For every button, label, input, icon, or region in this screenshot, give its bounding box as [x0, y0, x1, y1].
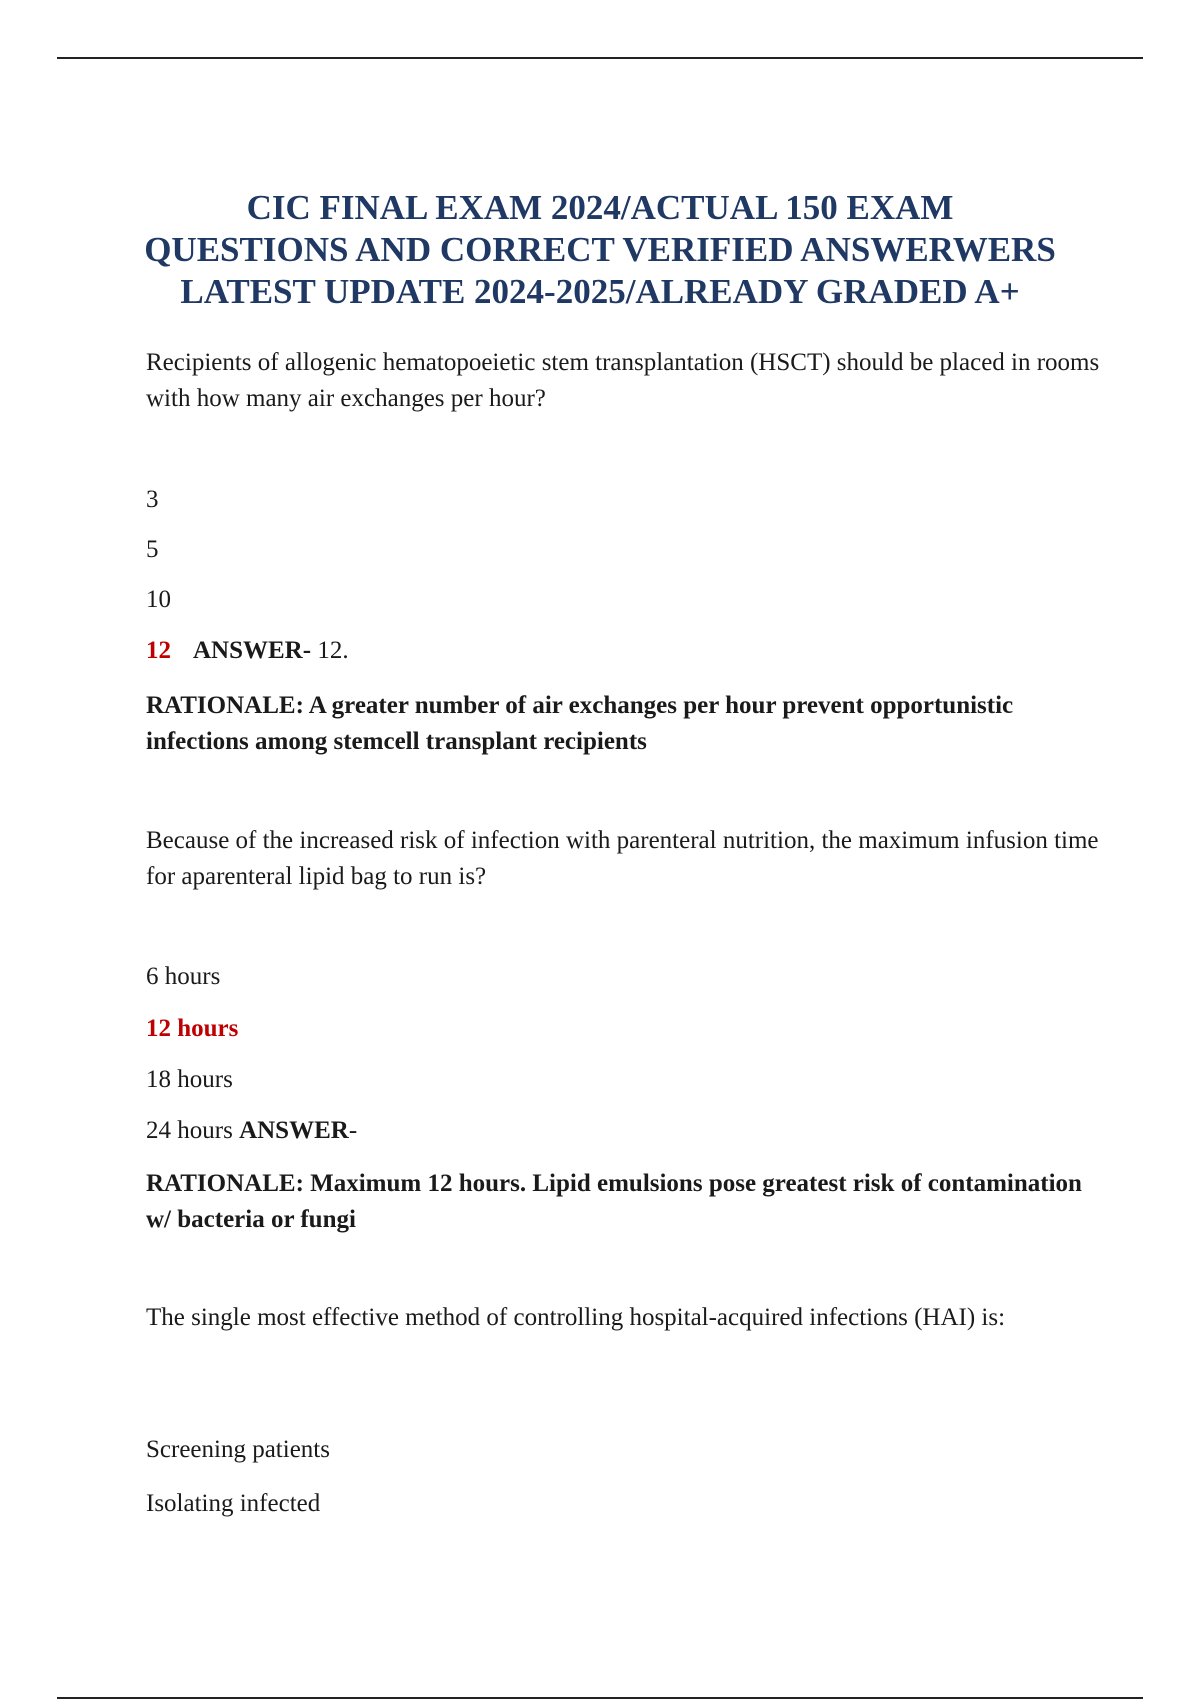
document-title	[57, 187, 1143, 313]
question-1-correct-option: 12	[146, 637, 171, 664]
title-line-2: QUESTIONS AND CORRECT VERIFIED ANSWERWERS	[144, 230, 1056, 269]
question-2-rationale-label: RATIONALE	[146, 1170, 296, 1197]
question-3-text: The single most effective method of controlling hospital-acquired infections (HAI) is:	[146, 1304, 1006, 1331]
question-1-rationale-text: : A greater number of air exchanges per hour prevent opportunistic infections among stemcell transplant recipients	[146, 692, 1014, 755]
question-2-option-c: 18 hours	[146, 1066, 233, 1093]
question-2-text: Because of the increased risk of infection with parenteral nutrition, the maximum infusion time for aparenteral lipid bag to run is?	[146, 827, 1099, 890]
question-2-rationale-text: : Maximum 12 hours. Lipid emulsions pose greatest risk of contamination w/ bacteria or fungi	[146, 1170, 1082, 1233]
question-2-option-d: 24 hours	[146, 1117, 233, 1144]
question-1-rationale	[146, 688, 1106, 760]
question-2-answer-line	[146, 1113, 1106, 1149]
title-line-1: CIC FINAL EXAM 2024/ACTUAL 150 EXAM	[246, 188, 954, 227]
title-line-3: LATEST UPDATE 2024-2025/ALREADY GRADED A+	[180, 272, 1020, 311]
question-3-option-b: Isolating infected	[146, 1490, 321, 1517]
question-2-option-a: 6 hours	[146, 963, 221, 990]
question-1-option-b: 5	[146, 536, 159, 563]
question-1-answer-line	[146, 633, 1106, 669]
bottom-rule	[57, 1697, 1143, 1699]
question-2-correct-option: 12 hours	[146, 1015, 239, 1042]
question-1-text: Recipients of allogenic hematopoeietic stem transplantation (HSCT) should be placed in rooms with how many air exchanges per hour?	[146, 349, 1100, 412]
question-2-answer-dash: -	[348, 1117, 358, 1144]
question-1-rationale-label: RATIONALE	[146, 692, 296, 719]
question-1-option-a: 3	[146, 486, 159, 513]
question-1-answer-label: ANSWER-	[193, 637, 312, 664]
question-2-rationale	[146, 1166, 1106, 1238]
top-rule	[57, 57, 1143, 59]
question-2-answer-label: ANSWER	[239, 1117, 349, 1144]
question-3-option-a: Screening patients	[146, 1436, 330, 1463]
question-1-answer-value: 12.	[311, 637, 349, 664]
question-1-option-c: 10	[146, 586, 171, 613]
